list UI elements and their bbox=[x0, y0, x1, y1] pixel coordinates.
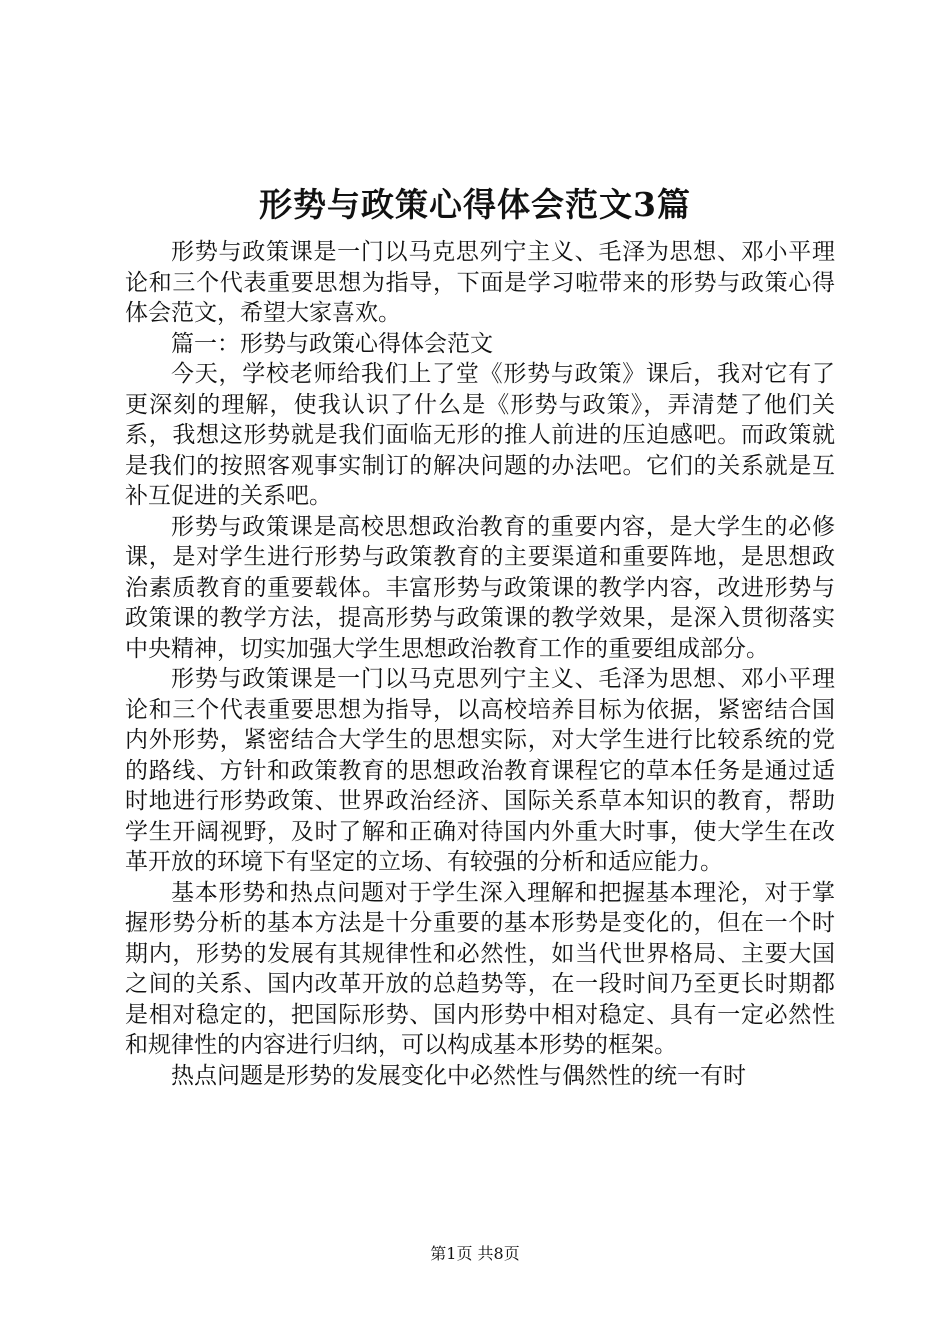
paragraph-intro: 形势与政策课是一门以马克思列宁主义、毛泽为思想、邓小平理论和三个代表重要思想为指导，下面是学习啦带来的形势与政策心得体会范文，希望大家喜欢。 bbox=[125, 239, 835, 326]
paragraph: 基本形势和热点问题对于学生深入理解和把握基本理沦，对于掌握形势分析的基本方法是十分重要的基本形势是变化的，但在一个时期内，形势的发展有其规律性和必然性，如当代世界格局、主要大国之间的关系、国内改革开放的总趋势等，在一段时间乃至更长时期都是相对稳定的，把国际形势、国内形势中相对稳定、具有一定必然性和规律性的内容进行归纳，可以构成基本形势的框架。 bbox=[125, 879, 835, 1058]
paragraph: 形势与政策课是一门以马克思列宁主义、毛泽为思想、邓小平理论和三个代表重要思想为指导，以高校培养目标为依据，紧密结合国内外形势，紧密结合大学生的思想实际，对大学生进行比较系统的党的路线、方针和政策教育的思想政治教育课程它的草本任务是通过适时地进行形势政策、世界政治经济、国际关系草本知识的教育，帮助学生开阔视野，及时了解和正确对待国内外重大时事，使大学生在改革开放的环境下有坚定的立场、有较强的分析和适应能力。 bbox=[125, 666, 835, 875]
paragraph: 今天，学校老师给我们上了堂《形势与政策》课后，我对它有了更深刻的理解，使我认识了什么是《形势与政策》，弄清楚了他们关系，我想这形势就是我们面临无形的推人前进的压迫感吧。而政策就是我们的按照客观事实制订的解决问题的办法吧。它们的关系就是互补互促进的关系吧。 bbox=[125, 361, 835, 509]
page-number: 第1页 共8页 bbox=[430, 1244, 520, 1263]
document-title: 形势与政策心得体会范文3篇 bbox=[259, 185, 691, 224]
section-heading: 篇一：形势与政策心得体会范文 bbox=[171, 330, 493, 357]
paragraph: 热点问题是形势的发展变化中必然性与偶然性的统一有时 bbox=[171, 1062, 746, 1089]
document-body bbox=[125, 237, 835, 1091]
paragraph: 形势与政策课是高校思想政治教育的重要内容，是大学生的必修课，是对学生进行形势与政策教育的主要渠道和重要阵地，是思想政治素质教育的重要载体。丰富形势与政策课的教学内容，改进形势与政策课的教学方法，提高形势与政策课的教学效果，是深入贯彻落实中央精神，切实加强大学生思想政治教育工作的重要组成部分。 bbox=[125, 513, 835, 662]
